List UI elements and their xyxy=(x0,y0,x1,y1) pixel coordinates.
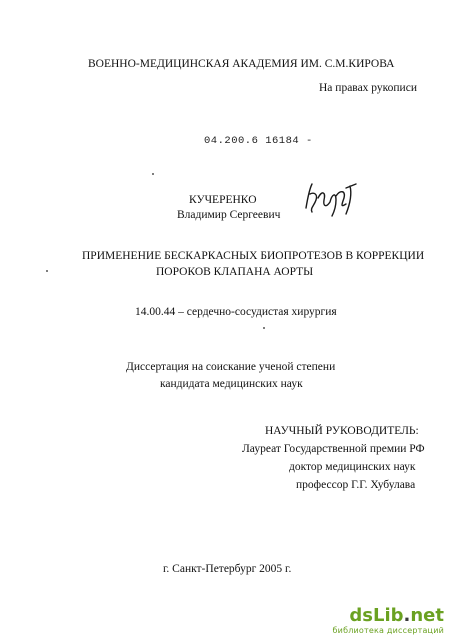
manuscript-note: На правах рукописи xyxy=(319,82,417,94)
dissertation-title-line1: ПРИМЕНЕНИЕ БЕСКАРКАСНЫХ БИОПРОТЕЗОВ В КОРРЕКЦИИ xyxy=(82,250,425,262)
specialty-code: 14.00.44 – сердечно-сосудистая хирургия xyxy=(135,306,337,318)
dslib-logo: dsLib.net xyxy=(349,605,444,626)
place-and-year: г. Санкт-Петербург 2005 г. xyxy=(163,563,292,575)
degree-line1: Диссертация на соискание ученой степени xyxy=(126,361,336,373)
supervisor-degree: доктор медицинских наук xyxy=(289,461,416,473)
scan-speck xyxy=(152,173,154,175)
author-signature xyxy=(300,178,362,222)
registration-stamp: 04.200.6 16184 - xyxy=(204,135,313,147)
dslib-subtitle: библиотека диссертаций xyxy=(332,626,444,635)
dissertation-title-line2: ПОРОКОВ КЛАПАНА АОРТЫ xyxy=(156,266,314,278)
scan-speck xyxy=(263,327,265,329)
author-full-name: Владимир Сергеевич xyxy=(177,209,281,221)
supervisor-name: профессор Г.Г. Хубулава xyxy=(296,479,416,491)
scan-speck xyxy=(46,270,48,272)
dslib-watermark xyxy=(332,606,444,636)
author-surname: КУЧЕРЕНКО xyxy=(189,194,257,206)
supervisor-award: Лауреат Государственной премии РФ xyxy=(242,443,425,455)
institution-name: ВОЕННО-МЕДИЦИНСКАЯ АКАДЕМИЯ ИМ. С.М.КИРОВА xyxy=(88,58,395,70)
degree-line2: кандидата медицинских наук xyxy=(160,378,303,390)
supervisor-heading: НАУЧНЫЙ РУКОВОДИТЕЛЬ: xyxy=(265,425,419,437)
